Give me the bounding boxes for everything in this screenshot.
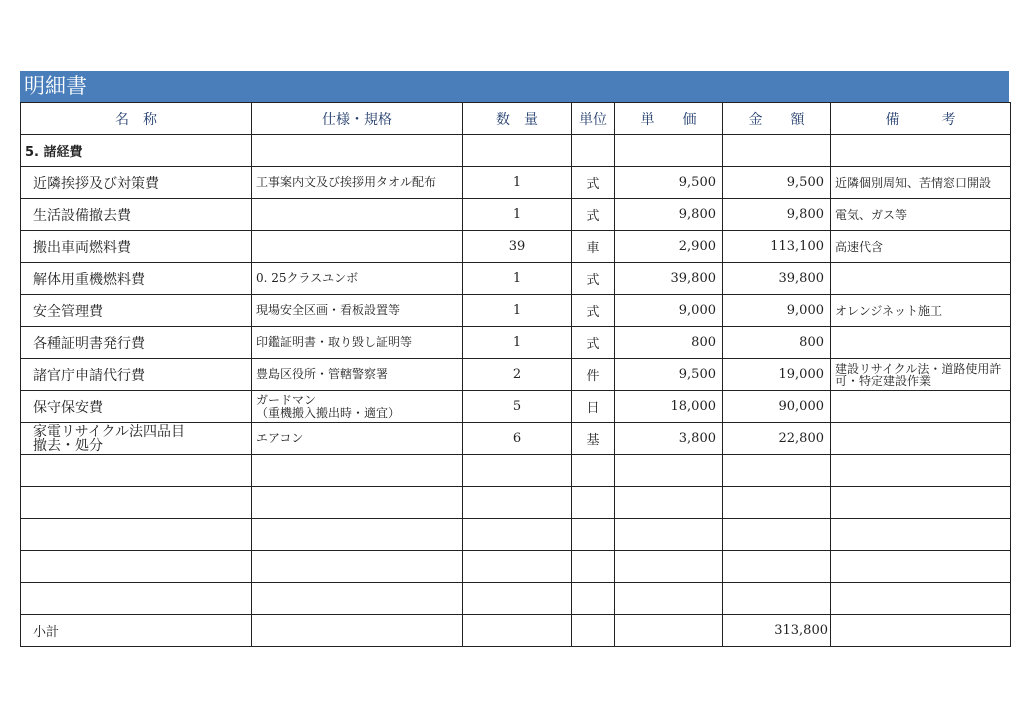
cell-price: 9,500 bbox=[615, 359, 723, 391]
header-row bbox=[21, 103, 1011, 135]
cell-name: 安全管理費 bbox=[21, 295, 252, 327]
cell-note bbox=[831, 327, 1011, 359]
cell-note: 近隣個別周知、苦情窓口開設 bbox=[831, 167, 1011, 199]
cell-price: 39,800 bbox=[615, 263, 723, 295]
cell-spec: 工事案内文及び挨拶用タオル配布 bbox=[252, 167, 463, 199]
table-row bbox=[21, 231, 1011, 263]
cell-amount: 39,800 bbox=[723, 263, 831, 295]
cell-qty: 1 bbox=[463, 263, 572, 295]
cell-unit: 式 bbox=[572, 295, 615, 327]
cell-note bbox=[831, 263, 1011, 295]
cell-price: 800 bbox=[615, 327, 723, 359]
cell-unit: 基 bbox=[572, 423, 615, 455]
cell-qty: 1 bbox=[463, 199, 572, 231]
table-row bbox=[21, 391, 1011, 423]
cell-name: 生活設備撤去費 bbox=[21, 199, 252, 231]
cell-price: 9,500 bbox=[615, 167, 723, 199]
table-row bbox=[21, 167, 1011, 199]
header-spec: 仕様・規格 bbox=[252, 103, 463, 135]
cell-spec: ガードマン （重機搬入搬出時・適宜） bbox=[252, 391, 463, 423]
cell-price: 2,900 bbox=[615, 231, 723, 263]
cell-name: 近隣挨拶及び対策費 bbox=[21, 167, 252, 199]
cell-spec bbox=[252, 199, 463, 231]
subtotal-amount: 313,800 bbox=[723, 615, 831, 647]
cell-unit: 日 bbox=[572, 391, 615, 423]
empty-row bbox=[21, 583, 1011, 615]
table-row bbox=[21, 327, 1011, 359]
cell-qty: 1 bbox=[463, 295, 572, 327]
cell-qty: 2 bbox=[463, 359, 572, 391]
table-row bbox=[21, 263, 1011, 295]
cell-name: 家電リサイクル法四品目 撤去・処分 bbox=[21, 423, 252, 455]
table-row bbox=[21, 359, 1011, 391]
table-row bbox=[21, 295, 1011, 327]
cell-spec: 現場安全区画・看板設置等 bbox=[252, 295, 463, 327]
empty-row bbox=[21, 487, 1011, 519]
subtotal-label: 小計 bbox=[21, 615, 252, 647]
header-name: 名 称 bbox=[21, 103, 252, 135]
cell-amount: 9,000 bbox=[723, 295, 831, 327]
cell-qty: 6 bbox=[463, 423, 572, 455]
cell-unit: 式 bbox=[572, 263, 615, 295]
section-row bbox=[21, 135, 1011, 167]
cell-note: オレンジネット施工 bbox=[831, 295, 1011, 327]
cell-unit: 式 bbox=[572, 327, 615, 359]
table-row bbox=[21, 199, 1011, 231]
cell-qty: 1 bbox=[463, 167, 572, 199]
header-qty: 数 量 bbox=[463, 103, 572, 135]
header-note: 備 考 bbox=[831, 103, 1011, 135]
cell-amount: 22,800 bbox=[723, 423, 831, 455]
cell-name: 諸官庁申請代行費 bbox=[21, 359, 252, 391]
header-price: 単 価 bbox=[615, 103, 723, 135]
cell-name: 搬出車両燃料費 bbox=[21, 231, 252, 263]
header-amount: 金 額 bbox=[723, 103, 831, 135]
empty-row bbox=[21, 519, 1011, 551]
cell-price: 3,800 bbox=[615, 423, 723, 455]
cell-spec bbox=[252, 231, 463, 263]
cell-amount: 9,500 bbox=[723, 167, 831, 199]
cell-name: 各種証明書発行費 bbox=[21, 327, 252, 359]
cell-amount: 9,800 bbox=[723, 199, 831, 231]
cell-qty: 1 bbox=[463, 327, 572, 359]
cell-amount: 800 bbox=[723, 327, 831, 359]
cell-price: 18,000 bbox=[615, 391, 723, 423]
cell-spec: エアコン bbox=[252, 423, 463, 455]
cell-note: 高速代含 bbox=[831, 231, 1011, 263]
cell-spec: 0. 25クラスユンボ bbox=[252, 263, 463, 295]
cell-qty: 39 bbox=[463, 231, 572, 263]
cell-unit: 式 bbox=[572, 199, 615, 231]
cell-note: 建設リサイクル法・道路使用許可・特定建設作業 bbox=[831, 359, 1011, 391]
table-row bbox=[21, 423, 1011, 455]
subtotal-row bbox=[21, 615, 1011, 647]
cell-amount: 19,000 bbox=[723, 359, 831, 391]
empty-row bbox=[21, 551, 1011, 583]
cell-unit: 車 bbox=[572, 231, 615, 263]
cell-unit: 件 bbox=[572, 359, 615, 391]
empty-row bbox=[21, 455, 1011, 487]
cell-qty: 5 bbox=[463, 391, 572, 423]
cell-price: 9,000 bbox=[615, 295, 723, 327]
header-unit: 単位 bbox=[572, 103, 615, 135]
cell-amount: 90,000 bbox=[723, 391, 831, 423]
cell-unit: 式 bbox=[572, 167, 615, 199]
cell-spec: 豊島区役所・管轄警察署 bbox=[252, 359, 463, 391]
cell-note bbox=[831, 391, 1011, 423]
document-title: 明細書 bbox=[20, 71, 1009, 102]
cell-name: 解体用重機燃料費 bbox=[21, 263, 252, 295]
section-label: 5. 諸経費 bbox=[21, 135, 252, 167]
detail-table bbox=[20, 102, 1011, 647]
cell-price: 9,800 bbox=[615, 199, 723, 231]
cell-note bbox=[831, 423, 1011, 455]
cell-spec: 印鑑証明書・取り毀し証明等 bbox=[252, 327, 463, 359]
cell-name: 保守保安費 bbox=[21, 391, 252, 423]
cell-note: 電気、ガス等 bbox=[831, 199, 1011, 231]
cell-amount: 113,100 bbox=[723, 231, 831, 263]
